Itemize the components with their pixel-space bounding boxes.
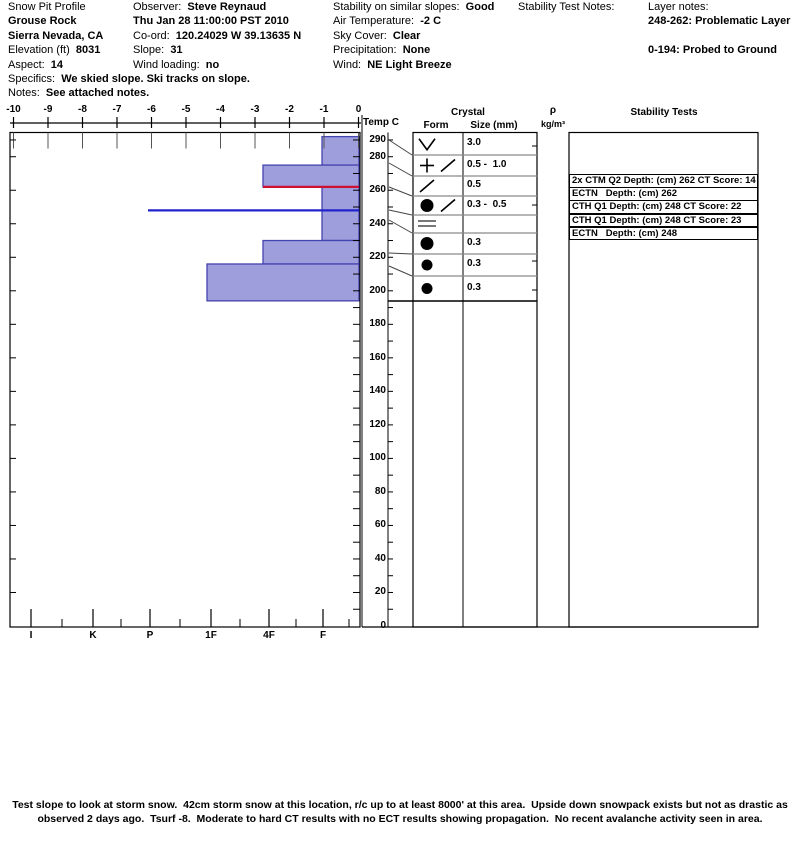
grain-symbol-rounded-icon: [421, 237, 434, 250]
hardness-tick-label: I: [29, 630, 33, 641]
crystal-form-column-header: Form: [423, 120, 449, 131]
layer-leader-line: [389, 187, 412, 196]
depth-tick-label: 60: [374, 519, 386, 531]
pit-info-label: Wind loading:: [133, 58, 206, 71]
stability-tests-header: Stability Tests: [630, 107, 698, 118]
grain-symbol-decomposing-icon: [441, 160, 455, 172]
pit-info-label: Layer notes:: [648, 1, 715, 13]
depth-tick-label: 290: [369, 133, 386, 145]
pit-info-value: NE Light Breeze: [367, 58, 452, 71]
pit-info-value: Sierra Nevada, CA: [8, 29, 104, 42]
pit-info-label: Elevation (ft): [8, 44, 76, 57]
pit-info-label: Specifics:: [8, 73, 62, 85]
temp-tick-label: -4: [216, 104, 225, 115]
depth-tick-label: 200: [369, 284, 386, 296]
stability-test-row: 2x CTM Q2 Depth: (cm) 262 CT Score: 14: [569, 174, 758, 188]
pit-info-value: 0-194: Probed to Ground: [648, 44, 777, 57]
pit-notes-footer-line2: observed 2 days ago. Tsurf -8. Moderate to hard CT results with no ECT results showing propagation. No recent avalanche activity seen in area.: [37, 813, 763, 825]
temp-tick-label: -5: [181, 104, 191, 115]
depth-tick-label: 120: [369, 418, 386, 430]
depth-tick-label: 80: [374, 485, 386, 497]
temp-tick-label: -1: [319, 104, 329, 115]
pit-notes-footer-line1: Test slope to look at storm snow. 42cm storm snow at this location, r/c up to at least 8000' at this area. Upside down snowpack exists but not as drastic as: [12, 799, 788, 811]
pit-info-value: 8031: [75, 44, 101, 57]
grain-size-value: 0.3: [467, 236, 481, 248]
grain-size-value: 0.3 - 0.5: [467, 198, 507, 210]
temp-tick-label: -8: [78, 104, 87, 115]
temp-tick-label: -6: [147, 104, 156, 115]
depth-tick-label: 140: [369, 385, 386, 397]
depth-tick-label: 240: [369, 217, 386, 229]
pit-info-value: -2 C: [420, 15, 442, 28]
depth-tick-label: 20: [374, 586, 386, 598]
depth-tick-label: 0: [380, 620, 386, 631]
layer-leader-line: [389, 220, 412, 233]
grain-symbol-decomposing-icon: [441, 200, 455, 212]
pit-info-value: Grouse Rock: [8, 15, 77, 28]
layer-leader-line: [389, 253, 412, 254]
grain-size-value: 3.0: [467, 136, 481, 148]
hardness-tick-label: K: [89, 630, 97, 641]
depth-tick-label: 100: [369, 452, 386, 464]
pit-info-value: 248-262: Problematic Layer: [648, 15, 791, 28]
pit-info-value: 14: [50, 58, 64, 71]
grain-symbol-surface-hoar-icon: [419, 139, 435, 150]
pit-info-label: Snow Pit Profile: [8, 1, 92, 13]
temp-tick-label: -2: [285, 104, 294, 115]
pit-info-value: Thu Jan 28 11:00:00 PST 2010: [133, 15, 289, 28]
depth-tick-label: 280: [369, 150, 386, 162]
pit-info-value: We skied slope. Ski tracks on slope.: [61, 73, 250, 85]
pit-info-value: Clear: [392, 29, 421, 42]
hardness-tick-label: 1F: [205, 630, 217, 641]
depth-tick-label: 160: [369, 351, 386, 363]
density-unit-header: kg/m³: [540, 119, 565, 129]
pit-info-label: Notes:: [8, 87, 46, 100]
pit-info-label: Wind:: [333, 58, 368, 71]
temp-tick-label: -3: [250, 104, 260, 115]
stability-test-row: CTH Q1 Depth: (cm) 248 CT Score: 22: [569, 200, 758, 214]
pit-info-value: See attached notes.: [45, 87, 150, 100]
temp-tick-label: -9: [43, 104, 53, 115]
pit-info-label: Stability Test Notes:: [518, 1, 621, 13]
grain-symbol-rounded-icon: [421, 199, 434, 212]
grain-size-value: 0.3: [467, 281, 481, 293]
pit-info-label: Aspect:: [8, 58, 51, 71]
pit-info-label: Air Temperature:: [333, 15, 421, 28]
pit-info-label: Precipitation:: [333, 44, 403, 57]
density-symbol-header: ρ: [549, 105, 557, 116]
grain-symbol-rounded-icon: [422, 283, 433, 294]
pit-info-label: Slope:: [133, 44, 171, 57]
stability-test-row: ECTN Depth: (cm) 248: [569, 227, 758, 241]
pit-info-value: Steve Reynaud: [187, 1, 267, 13]
depth-tick-label: 220: [369, 251, 386, 263]
depth-tick-label: 180: [369, 318, 386, 330]
hardness-tick-label: 4F: [263, 630, 275, 641]
pit-info-label: Observer:: [133, 1, 188, 13]
plot-border: [10, 133, 360, 628]
temp-tick-label: -10: [6, 104, 21, 115]
layer-leader-line: [389, 210, 412, 215]
pit-info-label: Sky Cover:: [333, 29, 393, 42]
temp-tick-label: -7: [112, 104, 122, 115]
depth-tick-label: 260: [369, 184, 386, 196]
pit-info-value: 120.24029 W 39.13635 N: [175, 29, 302, 42]
temp-tick-label: 0: [355, 104, 362, 115]
stability-test-row: CTH Q1 Depth: (cm) 248 CT Score: 23: [569, 214, 758, 228]
grain-size-value: 0.3: [467, 258, 481, 269]
grain-symbol-decomposing-icon: [420, 180, 434, 192]
crystal-table-title: Crystal: [451, 107, 485, 118]
layer-leader-line: [389, 140, 412, 155]
grain-symbol-rounded-icon: [422, 260, 433, 271]
pit-info-value: None: [402, 44, 431, 57]
hardness-tick-label: P: [146, 630, 154, 641]
pit-info-value: 31: [170, 44, 183, 57]
crystal-size-column-header: Size (mm): [470, 120, 518, 131]
layer-leader-line: [389, 163, 412, 176]
pit-info-value: Good: [465, 1, 495, 13]
pit-info-label: Stability on similar slopes:: [333, 1, 466, 13]
grain-size-value: 0.5 - 1.0: [467, 158, 507, 170]
grain-size-value: 0.5: [467, 179, 481, 190]
pit-info-label: Co-ord:: [133, 29, 176, 42]
hardness-tick-label: F: [319, 630, 327, 641]
layer-hardness-bar: [207, 264, 359, 301]
depth-tick-label: 40: [374, 552, 386, 564]
depth-column-header: Temp C: [363, 117, 399, 128]
pit-info-value: no: [205, 58, 220, 71]
stability-test-row: ECTN Depth: (cm) 262: [569, 187, 758, 201]
